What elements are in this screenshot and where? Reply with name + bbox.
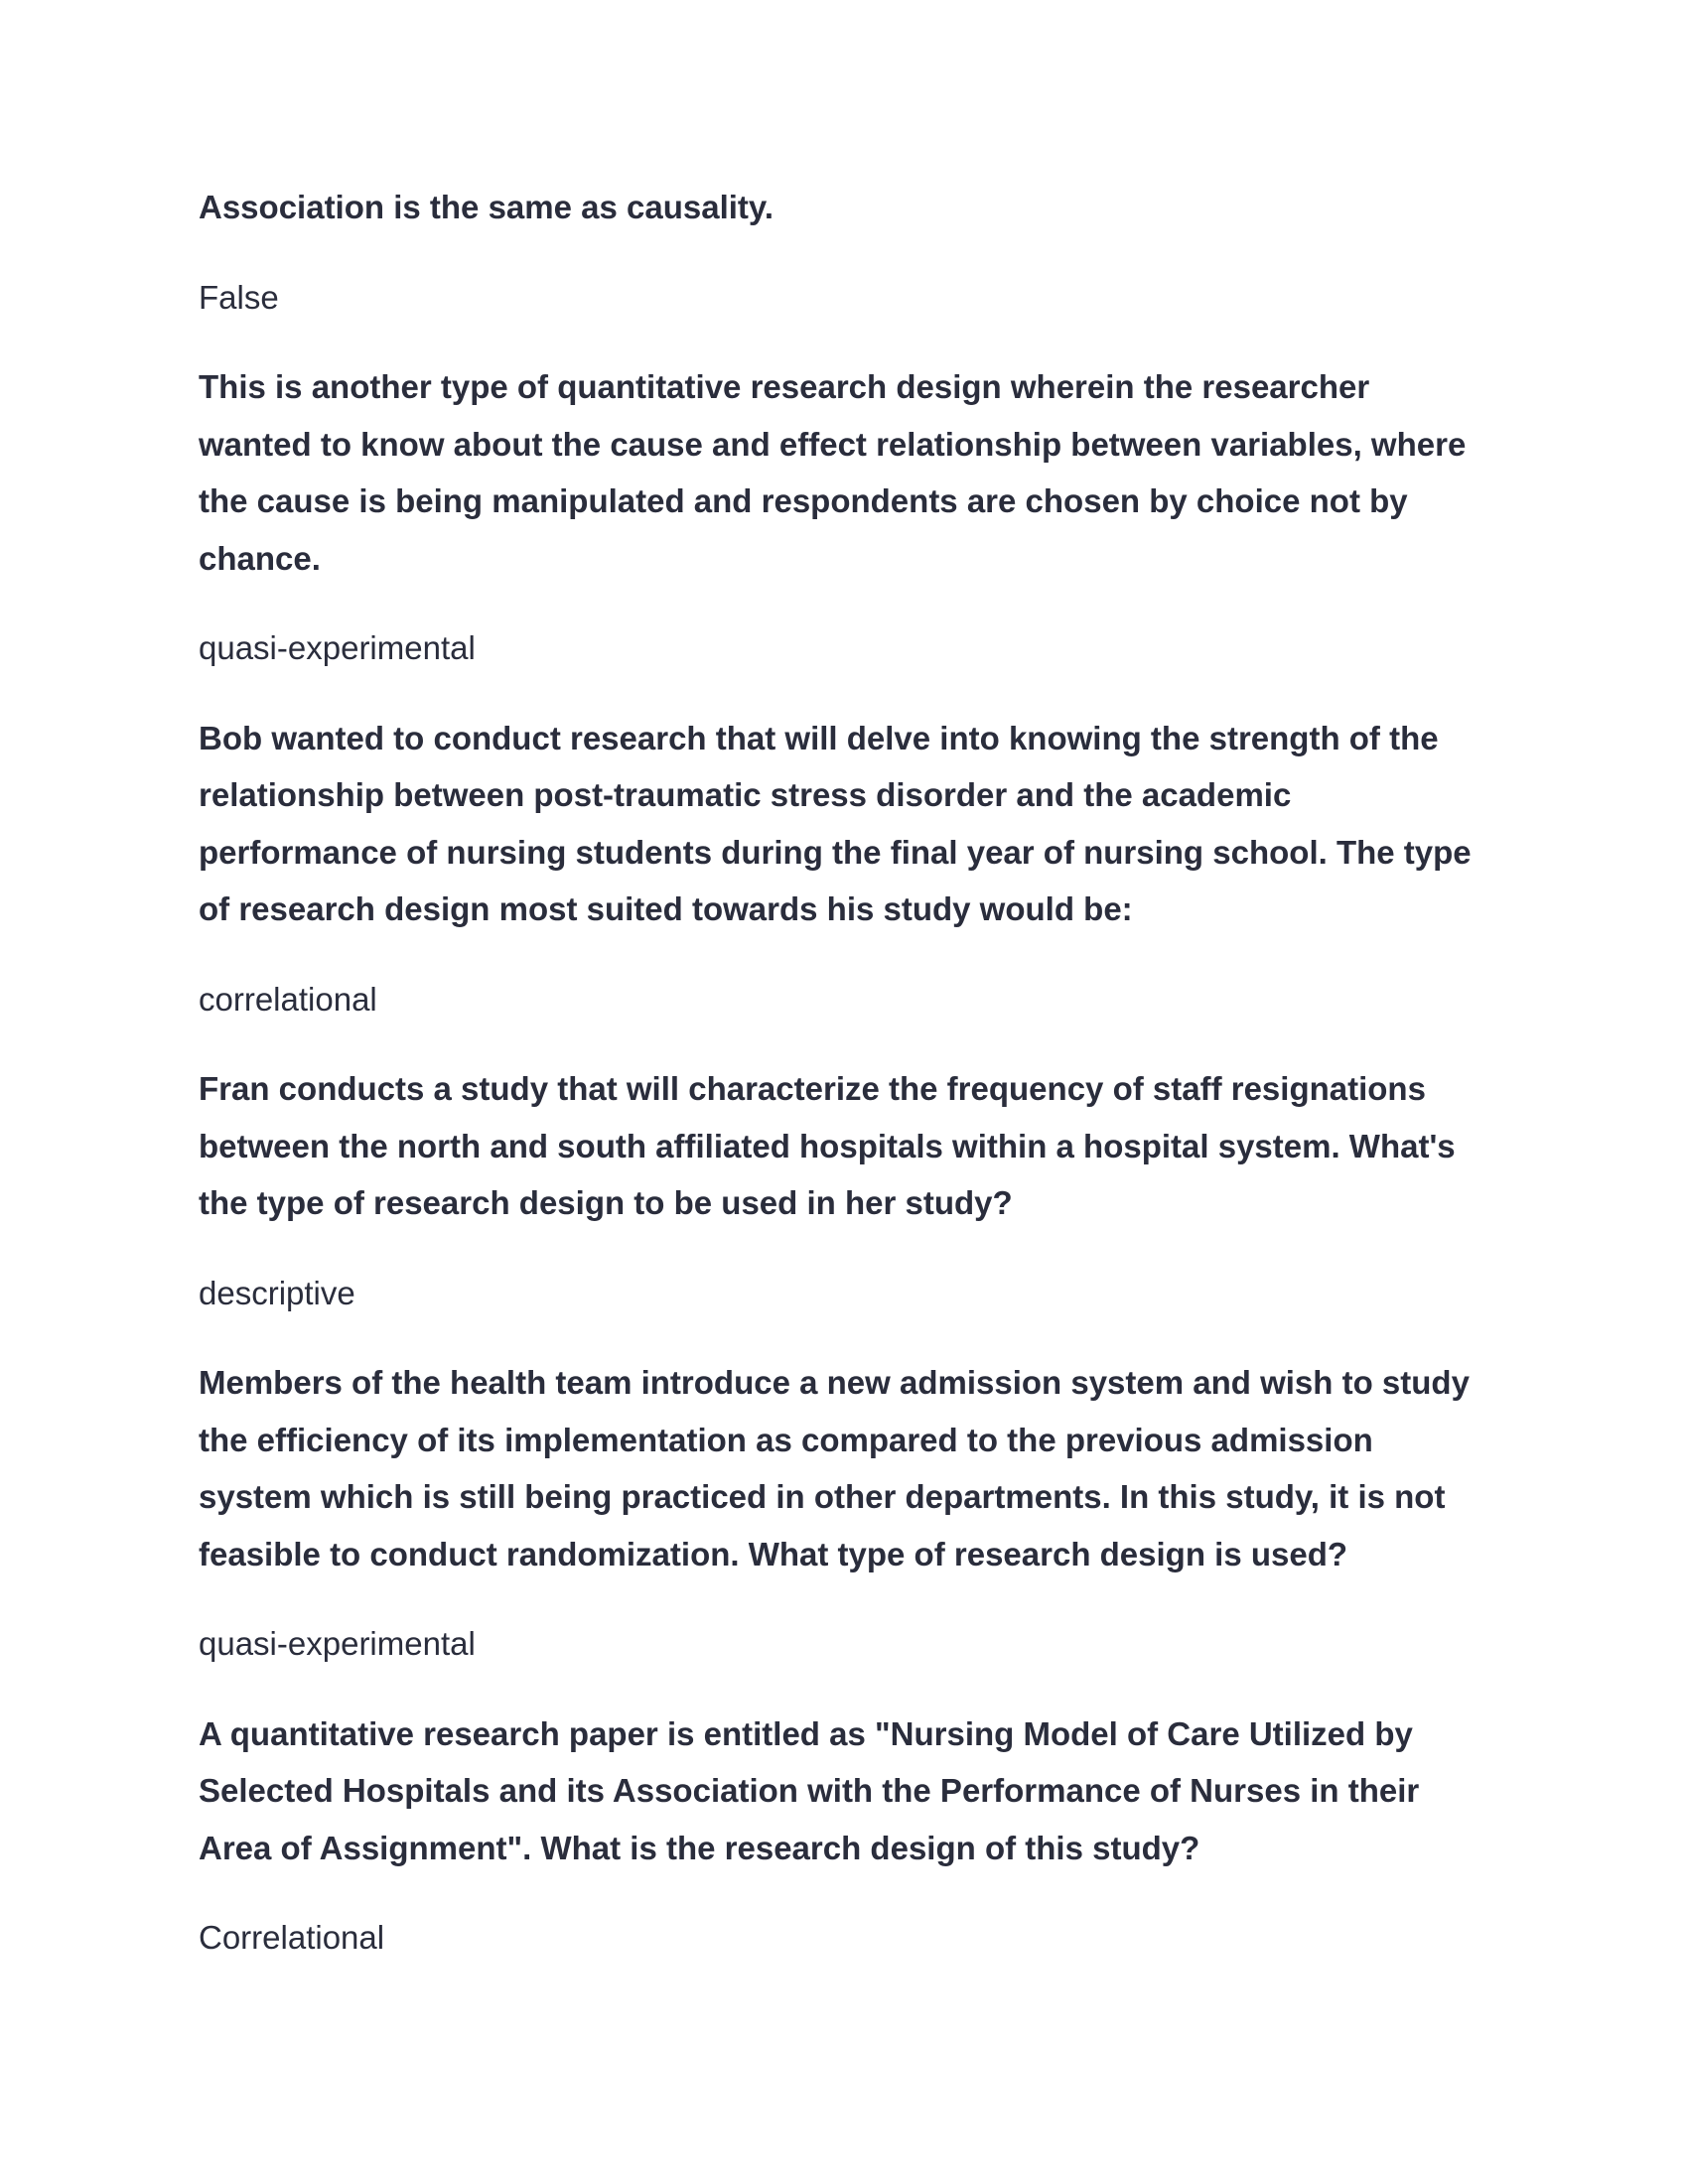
qa-item-5 <box>199 1354 1489 1673</box>
answer-text: Correlational <box>199 1919 385 1956</box>
question-text: Fran conducts a study that will characterize the frequency of staff resignations between the north and south affiliated hospitals within a hospital system. What's the type of research design to be used in her study? <box>199 1070 1456 1221</box>
qa-item-2 <box>199 358 1489 677</box>
qa-item-6 <box>199 1706 1489 1967</box>
qa-item-1 <box>199 179 1489 326</box>
answer-text: quasi-experimental <box>199 629 476 666</box>
answer-text: False <box>199 278 279 316</box>
answer-text: correlational <box>199 980 377 1018</box>
question-text: Bob wanted to conduct research that will delve into knowing the strength of the relationship between post-traumatic stress disorder and the academic performance of nursing students during the final year of nursing school. The type of research design most suited towards his study would be: <box>199 719 1472 927</box>
question-text: A quantitative research paper is entitled as "Nursing Model of Care Utilized by Selected Hospitals and its Association with the Performance of Nurses in their Area of Assignment". What is the research design of this study? <box>199 1714 1420 1866</box>
question-text: Association is the same as causality. <box>199 189 774 225</box>
question-text: Members of the health team introduce a new admission system and wish to study the efficiency of its implementation as compared to the previous admission system which is still being practiced in other departments. In this study, it is not feasible to conduct randomization. What type of research design is used? <box>199 1364 1470 1572</box>
qa-item-4 <box>199 1060 1489 1321</box>
answer-text: quasi-experimental <box>199 1625 476 1662</box>
question-text: This is another type of quantitative research design wherein the researcher wanted to know about the cause and effect relationship between variables, where the cause is being manipulated and respondents are chosen by choice not by chance. <box>199 368 1467 577</box>
document-page <box>199 179 1489 1999</box>
answer-text: descriptive <box>199 1274 355 1311</box>
qa-item-3 <box>199 710 1489 1028</box>
